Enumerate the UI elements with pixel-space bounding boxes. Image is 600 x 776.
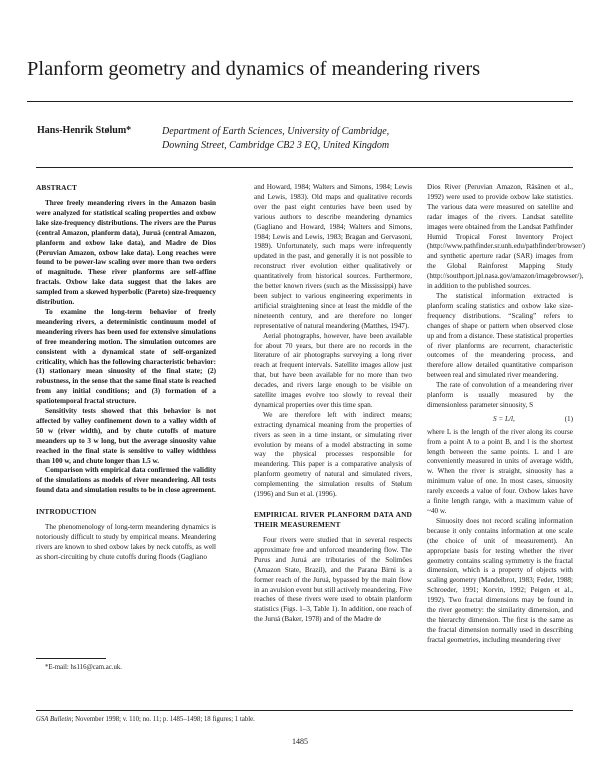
footnote-rule bbox=[36, 658, 106, 659]
affiliation-line-1: Department of Earth Sciences, University of Cambridge, bbox=[162, 126, 390, 137]
introduction-paragraph: The phenomenology of long-term meandering dynamics is notoriously difficult to study by empirical means. Meandering rivers are known to shed oxbow lakes by neck cutoffs, as well as short-circuiting by chute cutoffs during floods (Gagliano bbox=[36, 523, 216, 561]
equation-number: (1) bbox=[564, 414, 573, 423]
journal-citation bbox=[36, 715, 436, 724]
journal-name: GSA Bulletin bbox=[36, 716, 72, 723]
body-paragraph: The rate of convolution of a meandering river planform is usually measured by the dimensionless parameter sinuosity, S bbox=[427, 381, 573, 409]
affiliation-line-2: Downing Street, Cambridge CB2 3 EQ, United Kingdom bbox=[162, 140, 390, 151]
section-heading-empirical: EMPIRICAL RIVER PLANFORM DATA AND THEIR MEASUREMENT bbox=[254, 510, 412, 529]
body-paragraph: where L is the length of the river along its course from a point A to a point B, and l is the shortest length between the same points. L and l are conveniently measured in units of average width, w. When the river is straight, sinuosity has a minimum value of one. In most cases, sinuosity rarely exceeds a value of four. Oxbow lakes have a finite length range, with a maximum value of ~40 w. bbox=[427, 427, 573, 515]
paper-title: Planform geometry and dynamics of meandering rivers bbox=[27, 58, 481, 80]
abstract-paragraph: Sensitivity tests showed that this behavior is not affected by valley confinement down to a valley width of 50 w (river width), and by chute cutoffs of mature meanders up to 3 w long, but the average sinuosity value reached in the final state is sensitive to valley widthless than 100 w, and chute longer than 1.5 w. bbox=[36, 407, 216, 465]
body-paragraph: The statistical information extracted is planform scaling statistics and oxbow lake size-frequency distributions. “Scaling” refers to changes of shape or pattern when observed close up and from a distance. These statistical properties of river planforms are recurrent, characteristic outcomes of the meandering process, and therefore allow detailed quantitative comparison between real and simulated river meandering. bbox=[427, 291, 573, 380]
body-paragraph: Sinuosity does not record scaling information because it only contains information at one scale (the choice of unit of measurement). An appropriate basis for testing whether the river geometry contains scaling symmetry is the fractal dimension, which is a property of objects with scaling geometry (Mandelbrot, 1983; Feder, 1988; Schroeder, 1991; Korvin, 1992; Peigen et al., 1992). Two fractal dimensions may be found in the river geometry: the similarity dimension, and the hierarchy dimension. The first is the same as the fractal dimension normally used in describing fractal geometries, including meandering river bbox=[427, 516, 573, 644]
abstract-paragraph: Comparison with empirical data confirmed the validity of the simulations as models of river meandering. All tests found data and simulation results to be in close agreement. bbox=[36, 466, 216, 495]
author-name: Hans-Henrik Stølum* bbox=[37, 125, 132, 136]
header-rule bbox=[36, 167, 573, 168]
body-paragraph: and Howard, 1984; Walters and Simons, 1984; Lewis and Lewis, 1983). Old maps and qualitative records over the past eight centuries have been used by various authors to describe meandering dynamics (Gagliano and Howard, 1984; Walters and Simons, 1984; Lewis and Lewis, 1983; Bragan and Gervasoni, 1989). Unfortunately, such maps were infrequently updated in the past, and generally it is not possible to reconstruct river evolution either qualitatively or quantitatively from historical sources. Furthermore, the better known rivers (such as the Mississippi) have been subject to various engineering experiments in artificial straightening since at least the middle of the nineteenth century, and are therefore no longer representative of natural meandering (Matthes, 1947). bbox=[254, 183, 412, 330]
citation-rule bbox=[36, 710, 573, 711]
page-number: 1485 bbox=[292, 737, 308, 746]
introduction-heading: INTRODUCTION bbox=[36, 507, 97, 517]
abstract-heading: ABSTRACT bbox=[36, 183, 78, 192]
equation-sinuosity bbox=[427, 411, 573, 428]
body-paragraph: Aerial photographs, however, have been available for about 70 years, but there are no records in the literature of air photographs surveying a long river reach at frequent intervals. Satellite images allow just that, but have been available for no more than two decades, and rivers large enough to be visible on satellite images evolve too slowly to reveal their dynamical properties over this time span. bbox=[254, 331, 412, 409]
abstract-paragraph: To examine the long-term behavior of freely meandering rivers, a deterministic continuum model of meandering rivers has been used for extensive simulations of free meandering motion. The simulation outcomes are consistent with a dynamical state of self-organized criticality, which has the following characteristic behavior: (1) stationary mean sinuosity of the final state; (2) robustness, in the sense that the same final state is reached from any initial conditions; and (3) formation of a spatiotemporal fractal structure. bbox=[36, 307, 216, 406]
body-paragraph: We are therefore left with indirect means; extracting dynamical meaning from the properties of rivers as seen in a time instant, or simulating river evolution by means of a model abstracting in some way the physical processes responsible for meandering. This paper is a comparative analysis of planform geometry of natural and simulated rivers, complementing the simulation results of Stølum (1996) and Sun et al. (1996). bbox=[254, 410, 412, 499]
author-affiliation bbox=[162, 125, 442, 153]
column-1 bbox=[36, 183, 216, 563]
abstract-paragraph: Three freely meandering rivers in the Amazon basin were analyzed for statistical scaling properties and oxbow lake size-frequency distributions. The rivers are the Purus (central Amazon, planform data), Juruá (central Amazon, planform and oxbow lake data), and Madre de Dios (Peruvian Amazon, oxbow lake data). Long reaches were found to be power-law scaling over more than two orders of magnitude. These river planforms are self-affine fractals. Oxbow lake data suggest that the lakes are sampled from a skewed hyperbolic (Pareto) size-frequency distribution. bbox=[36, 199, 216, 307]
equation-text: S = L/l, bbox=[493, 414, 515, 423]
body-paragraph: Four rivers were studied that in several respects approximate free and unforced meandering flow. The Purus and Juruá are tributaries of the Solimões (Amazon State, Brazil), and the Parana Birni is a former reach of the Juruá, bypassed by the main flow in an avulsion event but still actively meandering. Five reaches of these rivers were used to obtain planform statistics (Figs. 1–3, Table 1). In addition, one reach of the Juruá (Baker, 1978) and of the Madre de bbox=[254, 536, 412, 624]
citation-details: ; November 1998; v. 110; no. 11; p. 1485–1498; 18 figures; 1 table. bbox=[71, 716, 255, 723]
footnote: *E-mail: hs116@cam.ac.uk. bbox=[45, 664, 122, 671]
body-paragraph: Dios River (Peruvian Amazon, Räsänen et al., 1992) were used to provide oxbow lake statistics. The various data were measured on satellite and radar images of the rivers. Landsat satellite images were obtained from the Landsat Pathfinder Humid Tropical Forest Inventory Project (http://www.pathfinder.sr.unh.edu/pathfinder/browser/) and synthetic aperture radar (SAR) images from the Global Rainforest Mapping Study (http://southport.jpl.nasa.gov/amazon/imagebrowser/), in addition to the published sources. bbox=[427, 183, 586, 291]
column-3 bbox=[427, 183, 586, 646]
column-2 bbox=[254, 183, 412, 625]
title-rule bbox=[27, 101, 573, 102]
